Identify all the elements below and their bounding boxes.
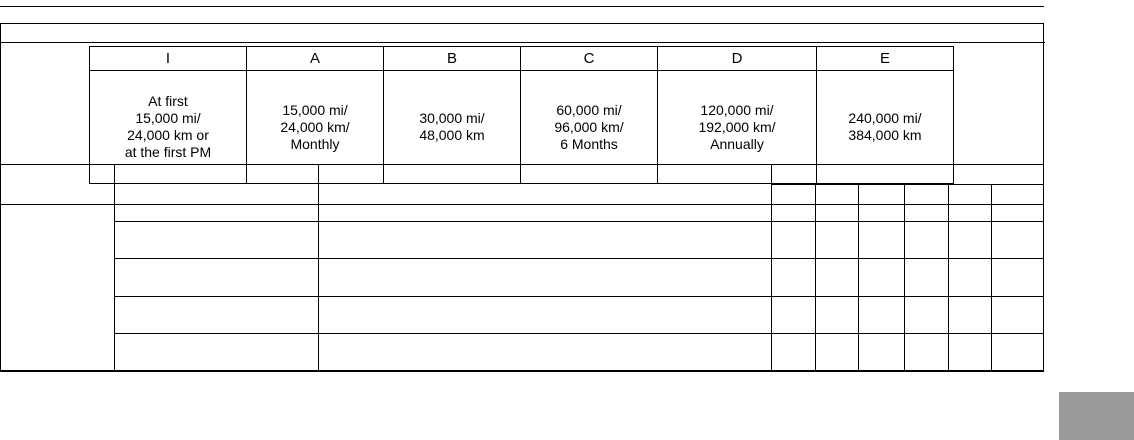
interval-cell [816,205,859,222]
interval-header-cell [949,185,992,205]
header-procedure-cell [319,165,772,205]
interval-cell [816,334,859,371]
interval-cell [949,297,992,334]
interval-cell [905,222,949,259]
procedure-cell [319,222,772,259]
item-cell [115,297,319,334]
table-row [1,259,1044,297]
legend-code-row [90,47,954,71]
interval-line: 24,000 km/ [280,118,350,135]
interval-cell [859,297,905,334]
interval-line: 192,000 km/ [698,118,776,135]
interval-line: Annually [710,135,764,152]
interval-cell [905,259,949,297]
procedure-cell [319,205,772,222]
interval-cell [992,334,1044,371]
interval-cell [992,222,1044,259]
interval-header-cell [816,185,859,205]
title-row-divider [1,42,1045,43]
interval-line: 384,000 km [848,127,922,143]
procedure-cell [319,334,772,371]
item-cell [115,222,319,259]
top-rule [0,6,1044,7]
header-item-cell [115,165,319,205]
interval-line: 240,000 mi/ [848,110,922,126]
interval-cell [816,259,859,297]
interval-cell [772,222,816,259]
interval-line: 24,000 km or [127,127,209,143]
interval-line: 60,000 mi/ [556,101,622,118]
interval-cell [772,334,816,371]
interval-cell [816,222,859,259]
interval-line: at the first PM [124,144,212,160]
interval-cell [772,205,816,222]
interval-cell [905,205,949,222]
interval-cell [859,334,905,371]
interval-line: 15,000 mi/ [135,110,201,126]
interval-line: 30,000 mi/ [419,110,485,126]
legend-code-e: E [817,47,954,71]
interval-cell [992,205,1044,222]
interval-line: 6 Months [560,135,618,152]
interval-header-cell [992,185,1044,205]
interval-cell [949,205,992,222]
interval-cell [992,297,1044,334]
table-row [1,205,1044,222]
interval-cell [772,259,816,297]
interval-cell [772,297,816,334]
legend-code-b: B [384,47,521,71]
table-row [1,334,1044,371]
interval-cell [949,334,992,371]
interval-line: 120,000 mi/ [700,101,774,118]
interval-line: Monthly [290,135,340,152]
interval-cell [816,297,859,334]
item-cell [115,205,319,222]
header-system-cell [1,165,115,205]
interval-cell [992,259,1044,297]
legend-code-d: D [658,47,817,71]
interval-line: At first [148,93,188,109]
procedure-cell [319,259,772,297]
interval-header-cell [772,185,816,205]
legend-code-i: I [90,47,247,71]
procedure-cell [319,297,772,334]
interval-header-cell [905,185,949,205]
section-tab-marker [1059,392,1134,440]
table-row [1,297,1044,334]
maintenance-schedule-table [0,164,1044,371]
interval-cell [905,297,949,334]
schedule-header-row [1,165,1044,185]
interval-cell [949,222,992,259]
interval-cell [859,205,905,222]
interval-header-cell [859,185,905,205]
item-cell [115,259,319,297]
system-group-cell [1,205,115,371]
item-cell [115,334,319,371]
interval-cell [859,259,905,297]
interval-line: 96,000 km/ [554,118,624,135]
table-row [1,222,1044,259]
interval-cell [905,334,949,371]
legend-code-c: C [521,47,658,71]
header-interval-group-cell [772,165,1044,185]
interval-cell [859,222,905,259]
legend-code-a: A [247,47,384,71]
interval-cell [949,259,992,297]
interval-line: 15,000 mi/ [282,101,348,118]
interval-line: 48,000 km [419,127,485,143]
